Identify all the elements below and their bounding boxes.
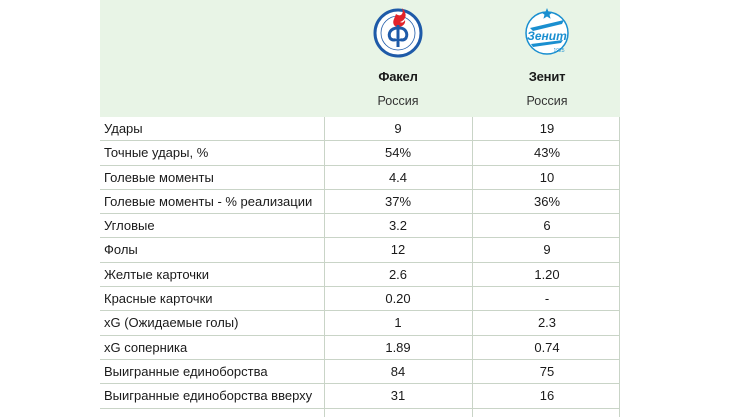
team-column-zenit xyxy=(474,0,620,117)
zenit-value: 6 xyxy=(543,218,551,234)
stat-label: Выигранные единоборства вверху xyxy=(104,388,313,404)
stat-label: Желтые карточки xyxy=(104,266,209,282)
zenit-value: 75 xyxy=(539,363,555,379)
column-divider xyxy=(472,117,473,417)
fakel-value: 37% xyxy=(384,193,412,209)
team-name-zenit: Зенит xyxy=(528,69,566,84)
team-country-zenit: Россия xyxy=(526,94,568,108)
zenit-value: 1.20 xyxy=(534,266,560,282)
svg-text:Зенит: Зенит xyxy=(527,29,567,43)
stat-label: Голевые моменты xyxy=(104,169,214,185)
zenit-value: 10 xyxy=(539,169,555,185)
zenit-value: 0.74 xyxy=(534,339,560,355)
stat-label: Угловые xyxy=(104,218,155,234)
table-row xyxy=(100,287,620,311)
table-header xyxy=(100,0,620,117)
stat-label: Голевые моменты - % реализации xyxy=(104,193,313,209)
fakel-value: 84 xyxy=(390,363,406,379)
table-row xyxy=(100,311,620,335)
table-row xyxy=(100,263,620,287)
zenit-value: 36% xyxy=(533,193,561,209)
column-divider xyxy=(619,117,620,417)
svg-text:1925: 1925 xyxy=(553,48,565,54)
team-column-fakel xyxy=(325,0,471,117)
zenit-value: 16 xyxy=(539,388,555,404)
fakel-value: 31 xyxy=(390,388,406,404)
table-row xyxy=(100,238,620,262)
fakel-value: 1 xyxy=(394,315,402,331)
fakel-value: 1.89 xyxy=(385,339,411,355)
fakel-value: 12 xyxy=(390,242,406,258)
table-row xyxy=(100,214,620,238)
zenit-value: 43% xyxy=(533,145,561,161)
fakel-value: 2.6 xyxy=(388,266,408,282)
zenit-value: - xyxy=(544,291,550,307)
stat-label: Фолы xyxy=(104,242,138,258)
table-row xyxy=(100,360,620,384)
zenit-logo-icon xyxy=(521,6,573,58)
team-country-fakel: Россия xyxy=(377,94,419,108)
fakel-logo-icon xyxy=(372,6,424,58)
column-divider xyxy=(324,117,325,417)
stats-panel xyxy=(100,0,620,417)
fakel-value: 54% xyxy=(384,145,412,161)
table-row xyxy=(100,166,620,190)
stat-label: Удары xyxy=(104,121,143,136)
table-row xyxy=(100,384,620,408)
stat-label: Выигранные единоборства xyxy=(104,363,268,379)
stat-label: Красные карточки xyxy=(104,291,213,307)
zenit-value: 9 xyxy=(543,242,551,258)
stat-label: xG (Ожидаемые голы) xyxy=(104,315,239,331)
fakel-value: 4.4 xyxy=(388,169,408,185)
zenit-value: 19 xyxy=(539,121,555,136)
zenit-value: 2.3 xyxy=(537,315,557,331)
stats-rows xyxy=(100,117,620,409)
fakel-value: 9 xyxy=(394,121,402,136)
table-row xyxy=(100,117,620,141)
table-row xyxy=(100,336,620,360)
table-row xyxy=(100,141,620,165)
stat-label: xG соперника xyxy=(104,339,188,355)
fakel-value: 3.2 xyxy=(388,218,408,234)
stat-label: Точные удары, % xyxy=(104,145,209,161)
table-row xyxy=(100,190,620,214)
team-name-fakel: Факел xyxy=(378,69,418,84)
fakel-value: 0.20 xyxy=(385,291,411,307)
